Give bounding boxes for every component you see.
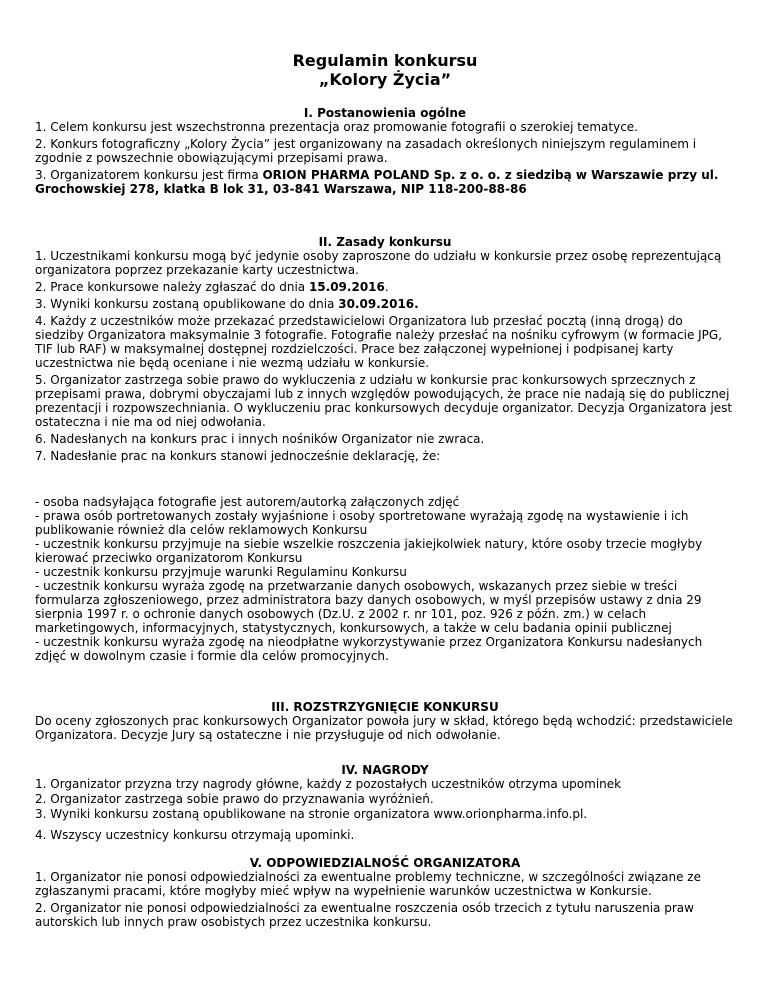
submission-deadline: 15.09.2016 <box>308 280 385 294</box>
s2-p2-end: . <box>384 280 389 294</box>
s2-paragraph-6: 6. Nadesłanych na konkurs prac i innych nośników Organizator nie zwraca. <box>35 432 485 446</box>
s2-p3-text: 3. Wyniki konkursu zostaną opublikowane do dnia <box>35 297 339 311</box>
title-line-2: „Kolory Życia” <box>318 70 452 89</box>
declaration-item: - osoba nadsyłająca fotografie jest autorem/autorką załączonych zdjęć <box>35 495 460 509</box>
s3-paragraph-1: Do oceny zgłoszonych prac konkursowych Organizator powoła jury w skład, którego będą wchodzić: przedstawiciele Organizatora. Decyzje Jury są ostateczne i nie przysługuje od nich odwołanie. <box>35 714 733 742</box>
declaration-item: - uczestnik konkursu przyjmuje na siebie wszelkie roszczenia jakiejkolwiek natury, które osoby trzecie mogłyby kierować przeciwko organizatorom Konkursu <box>35 537 703 565</box>
s4-paragraph-1: 1. Organizator przyzna trzy nagrody główne, każdy z pozostałych uczestników otrzyma upominek <box>35 777 622 791</box>
s4-paragraph-4: 4. Wszyscy uczestnicy konkursu otrzymają upominki. <box>35 828 355 842</box>
s2-paragraph-4: 4. Każdy z uczestników może przekazać przedstawicielowi Organizatora lub przesłać pocztą (inną drogą) do siedziby Organizatora maksymalnie 3 fotografie. Fotografie należy przesłać na nośniku cyfrowym (w formacie JPG, TIF lub RAF) w maksymalnej dostępnej rozdzielczości. Prace bez załączonej wypełnionej i podpisanej karty uczestnictwa nie będą oceniane i nie wezmą udziału w konkursie. <box>35 314 723 370</box>
s5-paragraph-2: 2. Organizator nie ponosi odpowiedzialności za ewentualne roszczenia osób trzecich z tytułu naruszenia praw autorskich lub innych praw osobistych przez uczestnika konkursu. <box>35 901 694 929</box>
section-2-heading: II. Zasady konkursu <box>318 235 452 249</box>
s2-paragraph-7: 7. Nadesłanie prac na konkurs stanowi jednocześnie deklarację, że: <box>35 449 441 463</box>
s2-paragraph-2 <box>35 280 735 294</box>
section-1-heading: I. Postanowienia ogólne <box>303 106 467 120</box>
results-date: 30.09.2016. <box>338 297 419 311</box>
s2-p2-text: 2. Prace konkursowe należy zgłaszać do dnia <box>35 280 309 294</box>
declaration-item: - uczestnik konkursu wyraża zgodę na nieodpłatne wykorzystywanie przez Organizatora Konkursu nadesłanych zdjęć w dowolnym czasie i formie dla celów promocyjnych. <box>35 635 703 663</box>
s2-paragraph-3 <box>35 297 735 311</box>
declaration-item: - uczestnik konkursu wyraża zgodę na przetwarzanie danych osobowych, wskazanych przez siebie w treści formularza zgłoszeniowego, przez administratora bazy danych osobowych, w myśl przepisów ustawy z dnia 29 sierpnia 1997 r. o ochronie danych osobowych (Dz.U. z 2002 r. nr 101, poz. 926 z późn. zm.) w celach marketingowych, informacyjnych, statystycznych, konkursowych, a także w celu badania opinii publicznej <box>35 579 702 635</box>
section-3-heading: III. ROZSTRZYGNIĘCIE KONKURSU <box>271 700 499 714</box>
section-3 <box>35 700 735 742</box>
section-5 <box>35 856 735 929</box>
s2-paragraph-5: 5. Organizator zastrzega sobie prawo do wykluczenia z udziału w konkursie prac konkursowych sprzecznych z przepisami prawa, dobrymi obyczajami lub z innych względów powodujących, że prace nie nadają się do publicznej prezentacji i rozpowszechniania. O wykluczeniu prac konkursowych decyduje organizator. Decyzja Organizatora jest ostateczna i nie ma od niej odwołania. <box>35 373 733 429</box>
section-2 <box>35 235 735 463</box>
section-4-heading: IV. NAGRODY <box>341 763 429 777</box>
s1-paragraph-2: 2. Konkurs fotograficzny „Kolory Życia” jest organizowany na zasadach określonych niniejszym regulaminem i zgodnie z powszechnie obowiązującymi przepisami prawa. <box>35 137 697 165</box>
section-1 <box>35 106 735 196</box>
s1-paragraph-1: 1. Celem konkursu jest wszechstronna prezentacja oraz promowanie fotografii o szerokiej tematyce. <box>35 120 638 134</box>
title-line-1: Regulamin konkursu <box>292 51 478 70</box>
s1-paragraph-3 <box>35 168 735 196</box>
organizer-details: ORION PHARMA POLAND Sp. z o. o. z siedzibą w Warszawie przy ul. Grochowskiej 278, klatka B lok 31, 03-841 Warszawa, NIP 118-200-88-86 <box>35 168 719 196</box>
section-4 <box>35 763 735 842</box>
declaration-list <box>35 495 735 663</box>
s1-p3-text: 3. Organizatorem konkursu jest firma <box>35 168 263 182</box>
document-title <box>35 51 735 89</box>
section-5-heading: V. ODPOWIEDZIALNOŚĆ ORGANIZATORA <box>249 856 521 870</box>
s4-paragraph-2: 2. Organizator zastrzega sobie prawo do przyznawania wyróżnień. <box>35 792 434 806</box>
declaration-item: - prawa osób portretowanych zostały wyjaśnione i osoby sportretowane wyrażają zgodę na wystawienie i ich publikowanie również dla celów reklamowych Konkursu <box>35 509 689 537</box>
declaration-item: - uczestnik konkursu przyjmuje warunki Regulaminu Konkursu <box>35 565 407 579</box>
s2-paragraph-1: 1. Uczestnikami konkursu mogą być jedynie osoby zaproszone do udziału w konkursie przez osobę reprezentującą organizatora poprzez przekazanie karty uczestnictwa. <box>35 249 722 277</box>
s5-paragraph-1: 1. Organizator nie ponosi odpowiedzialności za ewentualne problemy techniczne, w szczególności związane ze zgłaszanymi pracami, które mogłyby mieć wpływ na wypełnienie warunków uczestnictwa w Konkursie. <box>35 870 701 898</box>
s4-paragraph-3: 3. Wyniki konkursu zostaną opublikowane na stronie organizatora www.orionpharma.info.pl. <box>35 807 588 821</box>
